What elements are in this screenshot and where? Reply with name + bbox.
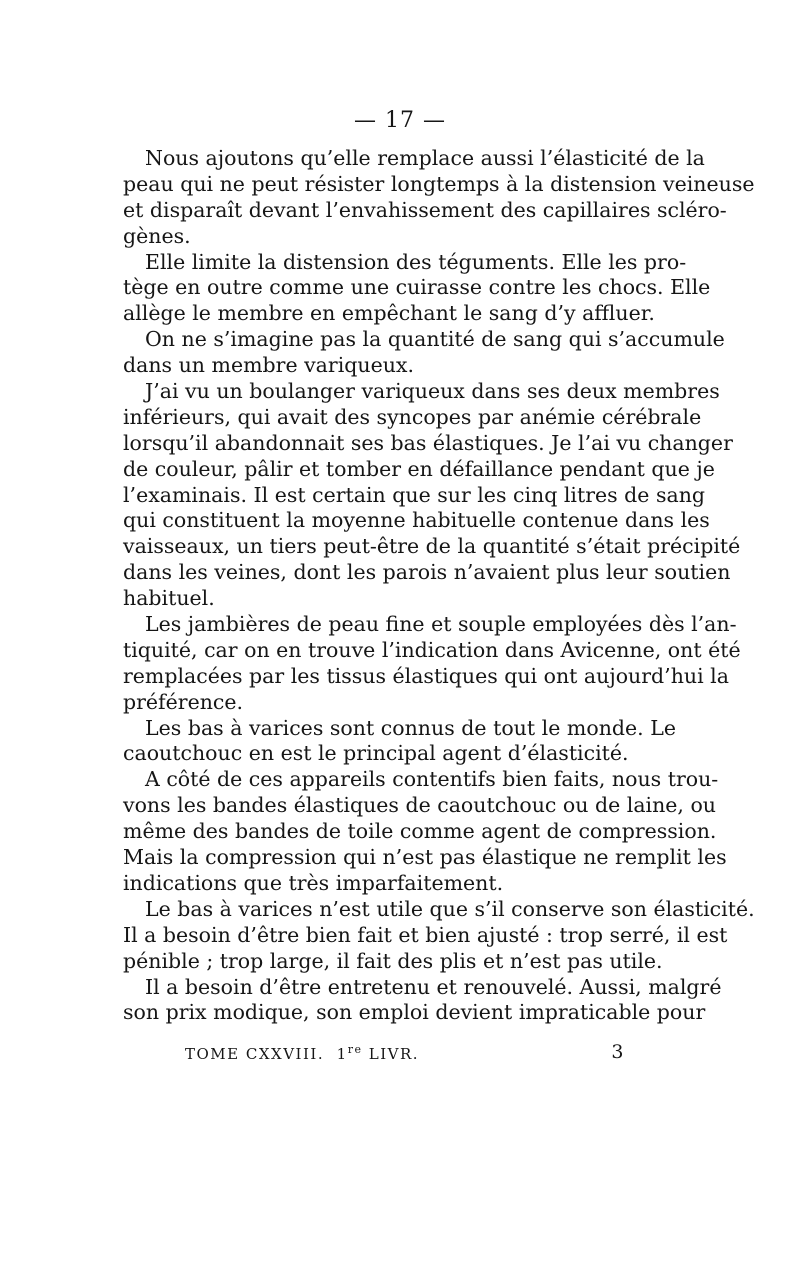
text-line: Il a besoin d’être entretenu et renouvelé. Aussi, malgré	[145, 974, 722, 999]
page-footer	[185, 1043, 625, 1063]
text-line: lorsqu’il abandonnait ses bas élastiques. Je l’ai vu changer	[123, 430, 733, 455]
footer-livraison-number: 1re	[336, 1043, 363, 1063]
text-line: qui constituent la moyenne habituelle contenue dans les	[123, 508, 710, 533]
text-line: l’examinais. Il est certain que sur les cinq litres de sang	[123, 482, 706, 507]
signature-mark: 3	[611, 1041, 625, 1063]
text-line: remplacées par les tissus élastiques qui ont aujourd’hui la	[123, 663, 729, 688]
text-line: On ne s’imagine pas la quantité de sang qui s’accumule	[145, 327, 725, 352]
text-line: inférieurs, qui avait des syncopes par anémie cérébrale	[123, 404, 702, 429]
text-line: dans un membre variqueux.	[123, 353, 414, 378]
text-line: Elle limite la distension des téguments. Elle les pro-	[145, 249, 687, 274]
text-line: de couleur, pâlir et tomber en défaillance pendant que je	[123, 456, 715, 481]
text-line: A côté de ces appareils contentifs bien faits, nous trou-	[145, 767, 719, 792]
text-line: gènes.	[123, 223, 191, 248]
text-line: caoutchouc en est le principal agent d’élasticité.	[123, 741, 629, 766]
body-text	[123, 146, 755, 1026]
text-line: tège en outre comme une cuirasse contre les chocs. Elle	[123, 275, 711, 300]
page-number-header: — 17 —	[354, 108, 446, 133]
text-line: tiquité, car on en trouve l’indication dans Avicenne, ont été	[123, 637, 741, 662]
text-line: vaisseaux, un tiers peut-être de la quantité s’était précipité	[123, 534, 741, 559]
footer-tome: TOME CXXVIII.	[185, 1045, 325, 1063]
text-line: indications que très imparfaitement.	[123, 870, 504, 895]
text-line: Nous ajoutons qu’elle remplace aussi l’élasticité de la	[145, 146, 705, 170]
text-line: Il a besoin d’être bien fait et bien ajusté : trop serré, il est	[123, 922, 728, 947]
text-line: peau qui ne peut résister longtemps à la distension veineuse	[123, 171, 755, 196]
text-line: Les jambières de peau fine et souple employées dès l’an-	[145, 612, 737, 637]
footer-livraison-word: LIVR.	[368, 1045, 420, 1063]
text-line: Mais la compression qui n’est pas élastique ne remplit les	[123, 845, 727, 870]
text-line: son prix modique, son emploi devient impraticable pour	[123, 1000, 706, 1025]
text-line: vons les bandes élastiques de caoutchouc ou de laine, ou	[123, 793, 717, 818]
text-line: même des bandes de toile comme agent de compression.	[123, 819, 717, 844]
text-line: et disparaît devant l’envahissement des capillaires scléro-	[123, 197, 727, 222]
text-line: pénible ; trop large, il fait des plis et n’est pas utile.	[123, 948, 663, 973]
text-line: préférence.	[123, 689, 244, 714]
text-line: J’ai vu un boulanger variqueux dans ses deux membres	[145, 379, 720, 404]
text-line: habituel.	[123, 586, 215, 611]
text-line: allège le membre en empêchant le sang d’y affluer.	[123, 301, 655, 326]
text-line: dans les veines, dont les parois n’avaient plus leur soutien	[123, 560, 731, 585]
text-line: Le bas à varices n’est utile que s’il conserve son élasticité.	[145, 896, 755, 921]
text-line: Les bas à varices sont connus de tout le monde. Le	[145, 715, 676, 740]
